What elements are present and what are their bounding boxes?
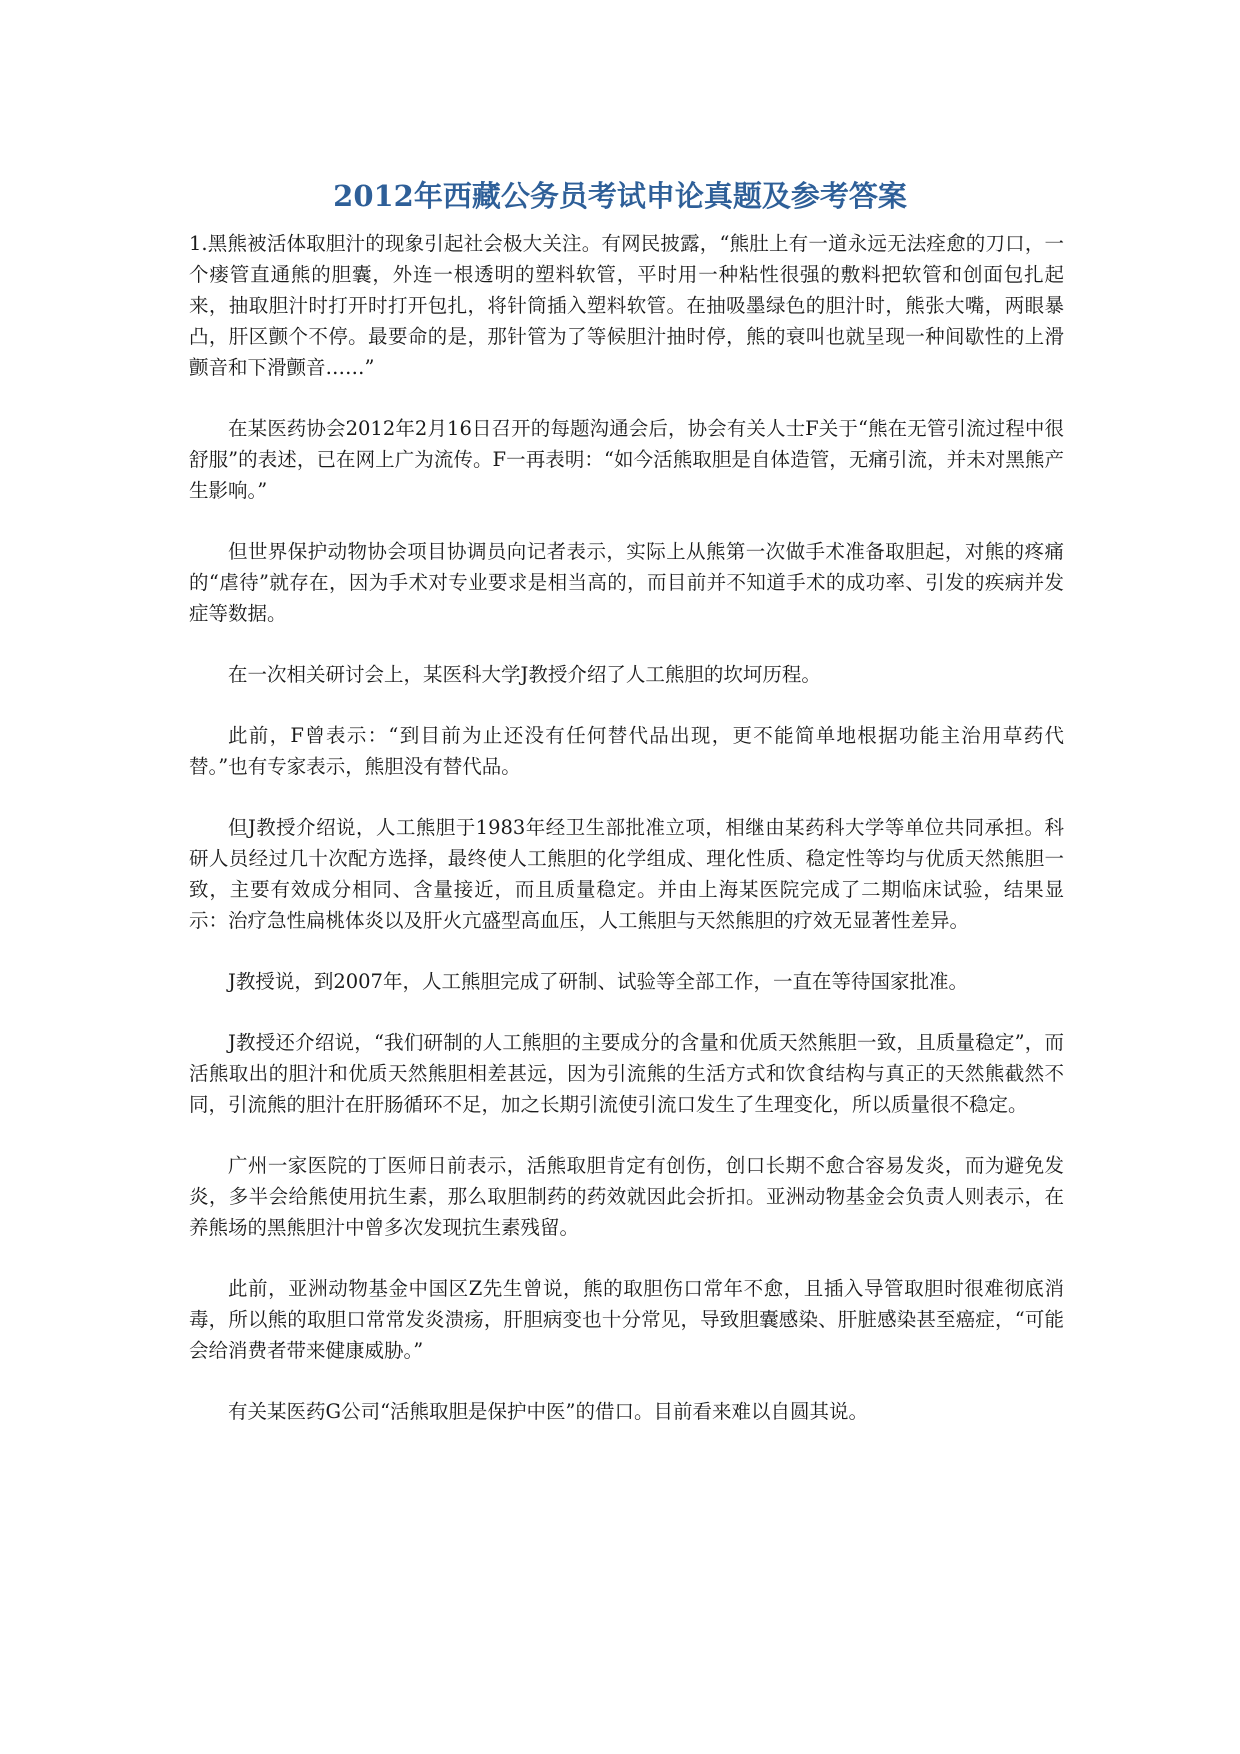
paragraph-11: 有关某医药G公司“活熊取胆是保护中医”的借口。目前看来难以自圆其说。 [228, 1400, 869, 1423]
paragraph-9: 广州一家医院的丁医师日前表示，活熊取胆肯定有创伤，创口长期不愈合容易发炎，而为避免发炎，多半会给熊使用抗生素，那么取胆制药的药效就因此会折扣。亚洲动物基金会负责人则表示，在养熊场的黑熊胆汁中曾多次发现抗生素残留。 [189, 1154, 1064, 1239]
paragraph-8: J教授还介绍说，“我们研制的人工熊胆的主要成分的含量和优质天然熊胆一致，且质量稳定”，而活熊取出的胆汁和优质天然熊胆相差甚远，因为引流熊的生活方式和饮食结构与真正的天然熊截然不同，引流熊的胆汁在肝肠循环不足，加之长期引流使引流口发生了生理变化，所以质量很不稳定。 [189, 1031, 1064, 1116]
paragraph-1: 1.黑熊被活体取胆汁的现象引起社会极大关注。有网民披露，“熊肚上有一道永远无法痊愈的刀口，一个瘘管直通熊的胆囊，外连一根透明的塑料软管，平时用一种粘性很强的敷料把软管和创面包扎起来，抽取胆汁时打开时打开包扎，将针筒插入塑料软管。在抽吸墨绿色的胆汁时，熊张大嘴，两眼暴凸，肝区颤个不停。最要命的是，那针管为了等候胆汁抽时停，熊的衰叫也就呈现一种间歇性的上滑颤音和下滑颤音……” [189, 232, 1064, 379]
paragraph-10: 此前，亚洲动物基金中国区Z先生曾说，熊的取胆伤口常年不愈，且插入导管取胆时很难彻底消毒，所以熊的取胆口常常发炎溃疡，肝胆病变也十分常见，导致胆囊感染、肝脏感染甚至癌症，“可能会给消费者带来健康威胁。” [189, 1277, 1064, 1362]
paragraph-6: 但J教授介绍说，人工熊胆于1983年经卫生部批准立项，相继由某药科大学等单位共同承担。科研人员经过几十次配方选择，最终使人工熊胆的化学组成、理化性质、稳定性等均与优质天然熊胆一致，主要有效成分相同、含量接近，而且质量稳定。并由上海某医院完成了二期临床试验，结果显示：治疗急性扁桃体炎以及肝火亢盛型高血压，人工熊胆与天然熊胆的疗效无显著性差异。 [189, 816, 1064, 932]
paragraph-7: J教授说，到2007年，人工熊胆完成了研制、试验等全部工作，一直在等待国家批准。 [228, 970, 968, 993]
paragraph-2: 在某医药协会2012年2月16日召开的每题沟通会后，协会有关人士F关于“熊在无管引流过程中很舒服”的表述，已在网上广为流传。F一再表明：“如今活熊取胆是自体造管，无痛引流，并未对黑熊产生影响。” [189, 417, 1064, 502]
paragraph-5: 此前，F曾表示：“到目前为止还没有任何替代品出现，更不能简单地根据功能主治用草药代替。”也有专家表示，熊胆没有替代品。 [189, 724, 1064, 778]
document-title: 2012年西藏公务员考试申论真题及参考答案 [333, 179, 907, 213]
paragraph-3: 但世界保护动物协会项目协调员向记者表示，实际上从熊第一次做手术准备取胆起，对熊的疼痛的“虐待”就存在，因为手术对专业要求是相当高的，而目前并不知道手术的成功率、引发的疾病并发症等数据。 [189, 540, 1064, 625]
document-body [189, 228, 1064, 1457]
paragraph-4: 在一次相关研讨会上，某医科大学J教授介绍了人工熊胆的坎坷历程。 [228, 663, 821, 686]
